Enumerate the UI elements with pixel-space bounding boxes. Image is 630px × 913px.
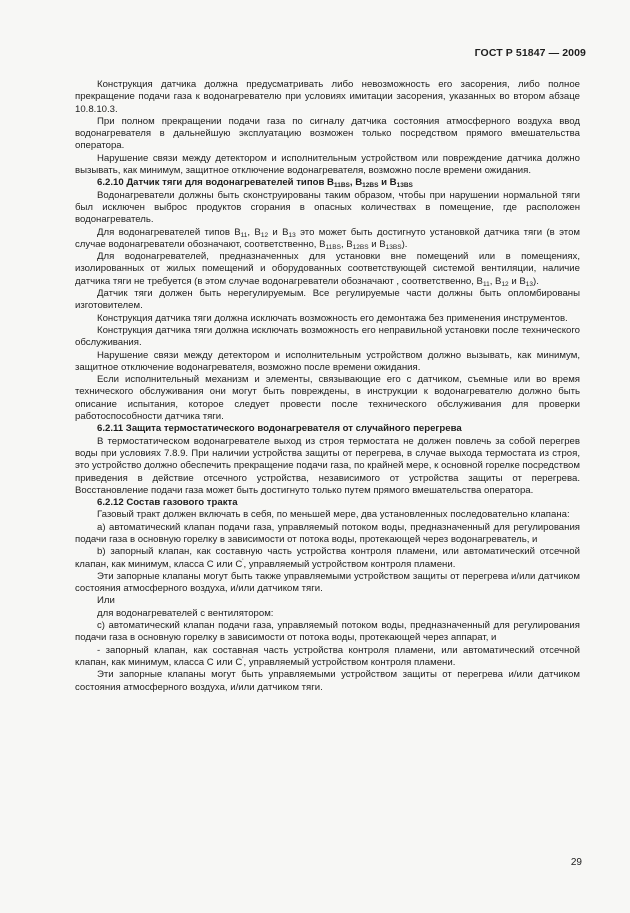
paragraph: Газовый тракт должен включать в себя, по меньшей мере, два установленных последовательно клапана: [97, 509, 570, 521]
page-number: 29 [570, 857, 582, 868]
paragraph: Эти запорные клапаны могут быть также управляемыми устройством защиты от перегрева и/или датчиком состояния атмосферного воздуха, и/или датчиком тяги. [75, 570, 580, 595]
section-heading-6-2-11: 6.2.11 Защита термостатического водонагревателя от случайного перегрева [97, 423, 462, 435]
paragraph: Нарушение связи между детектором и исполнительным устройством или повреждение датчика должно вызывать, как минимум, защитное отключение водонагревателя, возможно после времени ожидания. [75, 152, 580, 177]
paragraph: Для водонагревателей типов $B_{11}$, $B_{12}$ и $B_{13}$ это может быть достигнуто установкой датчика тяги (в этом случае водонагреватели обозначают, соответственно, $B_{11BS}$, $B_{12BS}$ и $B_{13BS}$). [75, 226, 580, 251]
standard-header: ГОСТ Р 51847 — 2009 [474, 47, 586, 59]
paragraph: Если исполнительный механизм и элементы, связывающие его с датчиком, съемные или во время технического обслуживания они могут быть повреждены, в инструкции к водонагревателю должно быть описание испытания, которое следует провести после технического обслуживания для проверки работоспособности датчика тяги. [75, 374, 580, 423]
list-item: - запорный клапан, как составная часть устройства контроля пламени, или автоматический отсечной клапан, как минимум, класса С или С', управляемый устройством контроля пламени. [75, 644, 580, 668]
paragraph: Конструкция датчика тяги должна исключать возможность его неправильной установки после технического обслуживания. [75, 324, 580, 349]
paragraph: Или [97, 595, 115, 607]
paragraph: В термостатическом водонагревателе выход из строя термостата не должен повлечь за собой перегрев воды при условиях 7.8.9. При наличии устройства защиты от перегрева, в случае выхода термостата из строя, это устройство должно обеспечить прекращение подачи газа, по крайней мере, к основной горелке посредством приведения в действие отсечного устройства, независимого от устройства защиты от перегрева. Восстановление подачи газа может быть достигнуто только путем прямого вмешательства оператора. [75, 435, 580, 496]
paragraph: Конструкция датчика должна предусматривать либо невозможность его засорения, либо полное прекращение подачи газа к водонагревателю при условиях имитации засорения, указанных во втором абзаце 10.8.10.3. [75, 79, 580, 115]
paragraph: Водонагреватели должны быть сконструированы таким образом, чтобы при нарушении нормальной тяги был исключен выброс продуктов сгорания в опасных количествах в помещение, где расположен водонагреватель. [75, 189, 580, 226]
section-heading-6-2-12: 6.2.12 Состав газового тракта [97, 497, 238, 509]
paragraph: для водонагревателей с вентилятором: [97, 607, 274, 619]
section-heading-6-2-10: 6.2.10 Датчик тяги для водонагревателей типов $B_{11BS}$, $B_{12BS}$ и $B_{13BS}$ [97, 177, 413, 190]
list-item: b) запорный клапан, как составную часть устройства контроля пламени, или автоматический отсечной клапан, как минимум, класса С или С', управляемый устройством контроля пламени. [75, 546, 580, 570]
paragraph: Конструкция датчика тяги должна исключать возможность его демонтажа без применения инструментов. [97, 312, 568, 324]
list-item: а) автоматический клапан подачи газа, управляемый потоком воды, предназначенный для регулирования подачи газа в основную горелку в зависимости от потока воды, протекающей через водонагреватель, и [75, 521, 580, 545]
paragraph: Датчик тяги должен быть нерегулируемым. Все регулируемые части должны быть опломбированы изготовителем. [75, 288, 580, 312]
paragraph: Нарушение связи между детектором и исполнительным устройством должно вызывать, как минимум, защитное отключение водонагревателя, возможно после времени ожидания. [75, 349, 580, 373]
paragraph: Эти запорные клапаны могут быть управляемыми устройством защиты от перегрева и/или датчиком состояния атмосферного воздуха, и/или датчиком тяги. [75, 669, 580, 693]
paragraph: Для водонагревателей, предназначенных для установки вне помещений или в помещениях, изолированных от жилых помещений и оборудованных соответствующей системой вентиляции, наличие датчика тяги не требуется (в этом случае водонагреватели обозначают , соответственно, $B_{11}$, $B_{12}$ и $B_{13}$). [75, 251, 580, 288]
document-body [75, 79, 580, 694]
paragraph: При полном прекращении подачи газа по сигналу датчика состояния атмосферного воздуха ввод водонагревателя в дальнейшую эксплуатацию возможен только посредством прямого вмешательства оператора. [75, 115, 580, 152]
list-item: с) автоматический клапан подачи газа, управляемый потоком воды, предназначенный для регулирования подачи газа в основную горелку в зависимости от потока воды, протекающей через аппарат, и [75, 620, 580, 644]
